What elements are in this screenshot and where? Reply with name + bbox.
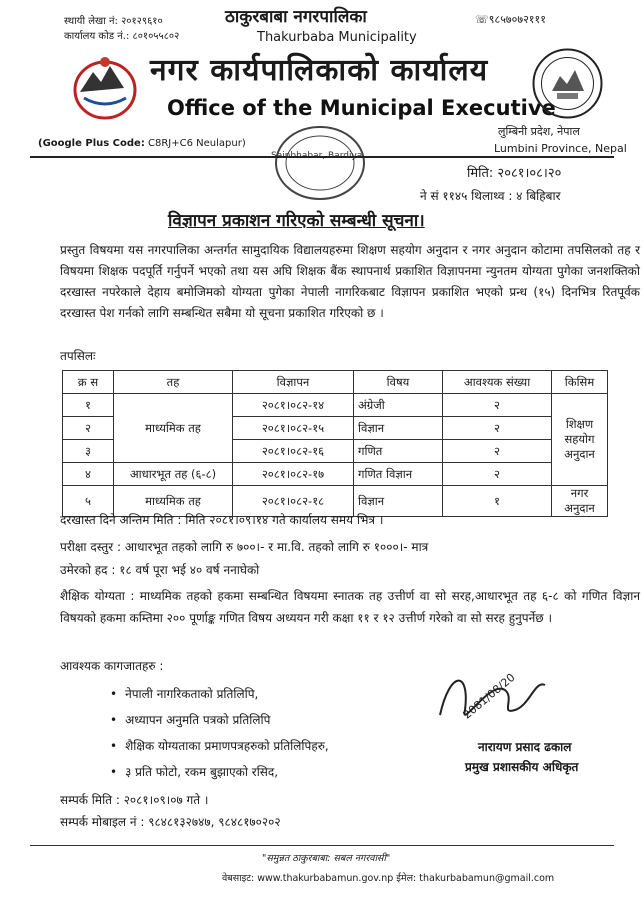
province-en: Lumbini Province, Nepal: [494, 142, 627, 155]
table-header-row: [63, 371, 608, 394]
cell-level: माध्यमिक तह: [114, 486, 233, 517]
notice-title: विज्ञापन प्रकाशन गरिएको सम्बन्धी सूचना।: [168, 211, 425, 231]
col-advertisement: विज्ञापन: [233, 371, 354, 394]
qualification-line: शैक्षिक योग्यता : माध्यमिक तहको हकमा सम्बन्धित विषयमा स्नातक तह उत्तीर्ण वा सो सरह,आधारभूत तह ६-८ को गणित विज्ञान विषयको हकमा कम्तिमा २०० पूर्णाङ्क गणित विषय अध्ययन गरी कक्षा ११ र १२ उत्तीर्ण गरेको वा सो सरह हुनुपर्नेछ ।: [60, 589, 640, 625]
cell-subject: विज्ञान: [354, 486, 443, 517]
cell-sn: १: [63, 394, 114, 417]
handwritten-date: 2081/08/20: [460, 670, 518, 722]
office-code: कार्यालय कोड नं.: ८०१०५५८०२: [64, 31, 180, 42]
nepal-sambat-date: ने सं ११४५ थिलाथ्व : ४ बिहिबार: [420, 189, 561, 203]
stamp-text: Sainbhabar, Bardiya: [271, 151, 363, 161]
col-type: किसिम: [552, 371, 608, 394]
col-level: तह: [114, 371, 233, 394]
footer-slogan: "समुन्नत ठाकुरबाबा: सबल नगरवासी": [262, 853, 391, 864]
google-code-label: (Google Plus Code:: [38, 138, 145, 149]
tapsil-label: तपसिलः: [60, 349, 96, 363]
office-ids: [64, 14, 179, 44]
cell-adv: २०८१।०८२-१४: [233, 394, 354, 417]
cell-adv: २०८१।०८२-१५: [233, 417, 354, 440]
contact-date: सम्पर्क मिति : २०८१।०९।०७ गते ।: [60, 793, 209, 807]
list-item: • अध्यापन अनुमति पत्रको प्रतिलिपि: [110, 709, 329, 735]
signature-scribble: [420, 660, 560, 740]
cell-adv: २०८१।०८२-१७: [233, 463, 354, 486]
type-grant-line1: शिक्षण सहयोग: [564, 417, 595, 446]
list-item: • शैक्षिक योग्यताका प्रमाणपत्रहरुको प्रतिलिपिहरु,: [110, 735, 329, 761]
nepal-emblem-logo: [68, 50, 142, 122]
table-row: [63, 463, 608, 486]
col-required-count: आवश्यक संख्या: [443, 371, 552, 394]
province-np: लुम्बिनी प्रदेश, नेपाल: [498, 125, 580, 138]
signatory-designation: प्रमुख प्रशासकीय अधिकृत: [465, 760, 579, 774]
cell-count: २: [443, 394, 552, 417]
google-code-value: C8RJ+C6 Neulapur): [148, 138, 246, 149]
cell-sn: ५: [63, 486, 114, 517]
office-name-np: नगर कार्यपालिकाको कार्यालय: [150, 53, 489, 88]
header-divider: [30, 156, 614, 158]
fee-line: परीक्षा दस्तुर : आधारभूत तहको लागि रु ७००।- र मा.वि. तहको लागि रु १०००।- मात्र: [60, 540, 429, 554]
phone-number: ☏९८५७०७२१११: [475, 13, 546, 26]
list-item: • ३ प्रति फोटो, रकम बुझाएको रसिद,: [110, 761, 329, 787]
cell-adv: २०८१।०८२-१६: [233, 440, 354, 463]
pan-number: स्थायी लेखा नं: २०१२९६१०: [64, 16, 163, 27]
municipality-name-np: ठाकुरबाबा नगरपालिका: [225, 7, 367, 27]
cell-subject: विज्ञान: [354, 417, 443, 440]
cell-type-grant: [552, 394, 608, 486]
cell-level: आधारभूत तह (६-८): [114, 463, 233, 486]
cell-type: नगर अनुदान: [552, 486, 608, 517]
cell-subject: अंग्रेजी: [354, 394, 443, 417]
cell-count: २: [443, 440, 552, 463]
cell-count: १: [443, 486, 552, 517]
list-item: • नेपाली नागरिकताको प्रतिलिपि,: [110, 683, 329, 709]
municipality-name-en: Thakurbaba Municipality: [257, 30, 417, 45]
cell-sn: ३: [63, 440, 114, 463]
cell-level: माध्यमिक तह: [114, 394, 233, 463]
col-sn: क्र स: [63, 371, 114, 394]
cell-count: २: [443, 417, 552, 440]
table-row: [63, 394, 608, 417]
footer-divider: [30, 845, 614, 846]
cell-count: २: [443, 463, 552, 486]
office-stamp: [265, 118, 370, 203]
signatory-name: नारायण प्रसाद ढकाल: [478, 740, 572, 754]
cell-subject: गणित: [354, 440, 443, 463]
letter-date: मिति: २०८१।०८।२०: [467, 166, 562, 181]
notice-paragraph: प्रस्तुत विषयमा यस नगरपालिका अन्तर्गत सामुदायिक विद्यालयहरुमा शिक्षण सहयोग अनुदान र नगर अनुदान कोटामा तपसिलको तह र विषयमा शिक्षक पदपूर्ति गर्नुपर्ने भएको तथा यस अघि शिक्षक बैंक स्थापनार्थ प्रकाशित विज्ञापनमा न्युनतम योग्यता पुगेका जनशक्तिको दरखास्त नपरेकाले देहाय बमोजिमको योग्यता पुगेका नेपाली नागरिकबाट विज्ञापन प्रकाशित भएको प्रन्ध (१५) दिनभित्र रितपूर्वक दरखास्त पेश गर्नको लागि सम्बन्धित सबैमा यो सूचना प्रकाशित गरिएको छ ।: [60, 243, 640, 320]
cell-sn: २: [63, 417, 114, 440]
footer-contact: वेबसाइट: www.thakurbabamun.gov.np ईमेल: thakurbabamun@gmail.com: [222, 873, 555, 884]
cell-adv: २०८१।०८२-१८: [233, 486, 354, 517]
documents-label: आवश्यक कागजातहरु :: [60, 659, 164, 673]
office-name-en: Office of the Municipal Executive: [167, 96, 556, 120]
municipality-logo: [530, 46, 605, 121]
cell-sn: ४: [63, 463, 114, 486]
type-grant-line2: अनुदान: [564, 447, 595, 461]
age-line: उमेरको हद : १८ वर्ष पूरा भई ४० वर्ष ननाघेको: [60, 563, 260, 577]
documents-list: [110, 683, 329, 787]
google-plus-code: [38, 138, 246, 149]
vacancy-table: [62, 370, 608, 517]
col-subject: विषय: [354, 371, 443, 394]
contact-mobile: सम्पर्क मोबाइल नं : ९८४८१३२७४७, ९८४८१७०२०२: [60, 815, 281, 829]
deadline-line: दरखास्त दिने अन्तिम मिति : मिति २०८१।०९।१४ गते कार्यालय समय भित्र ।: [60, 513, 384, 527]
cell-subject: गणित विज्ञान: [354, 463, 443, 486]
